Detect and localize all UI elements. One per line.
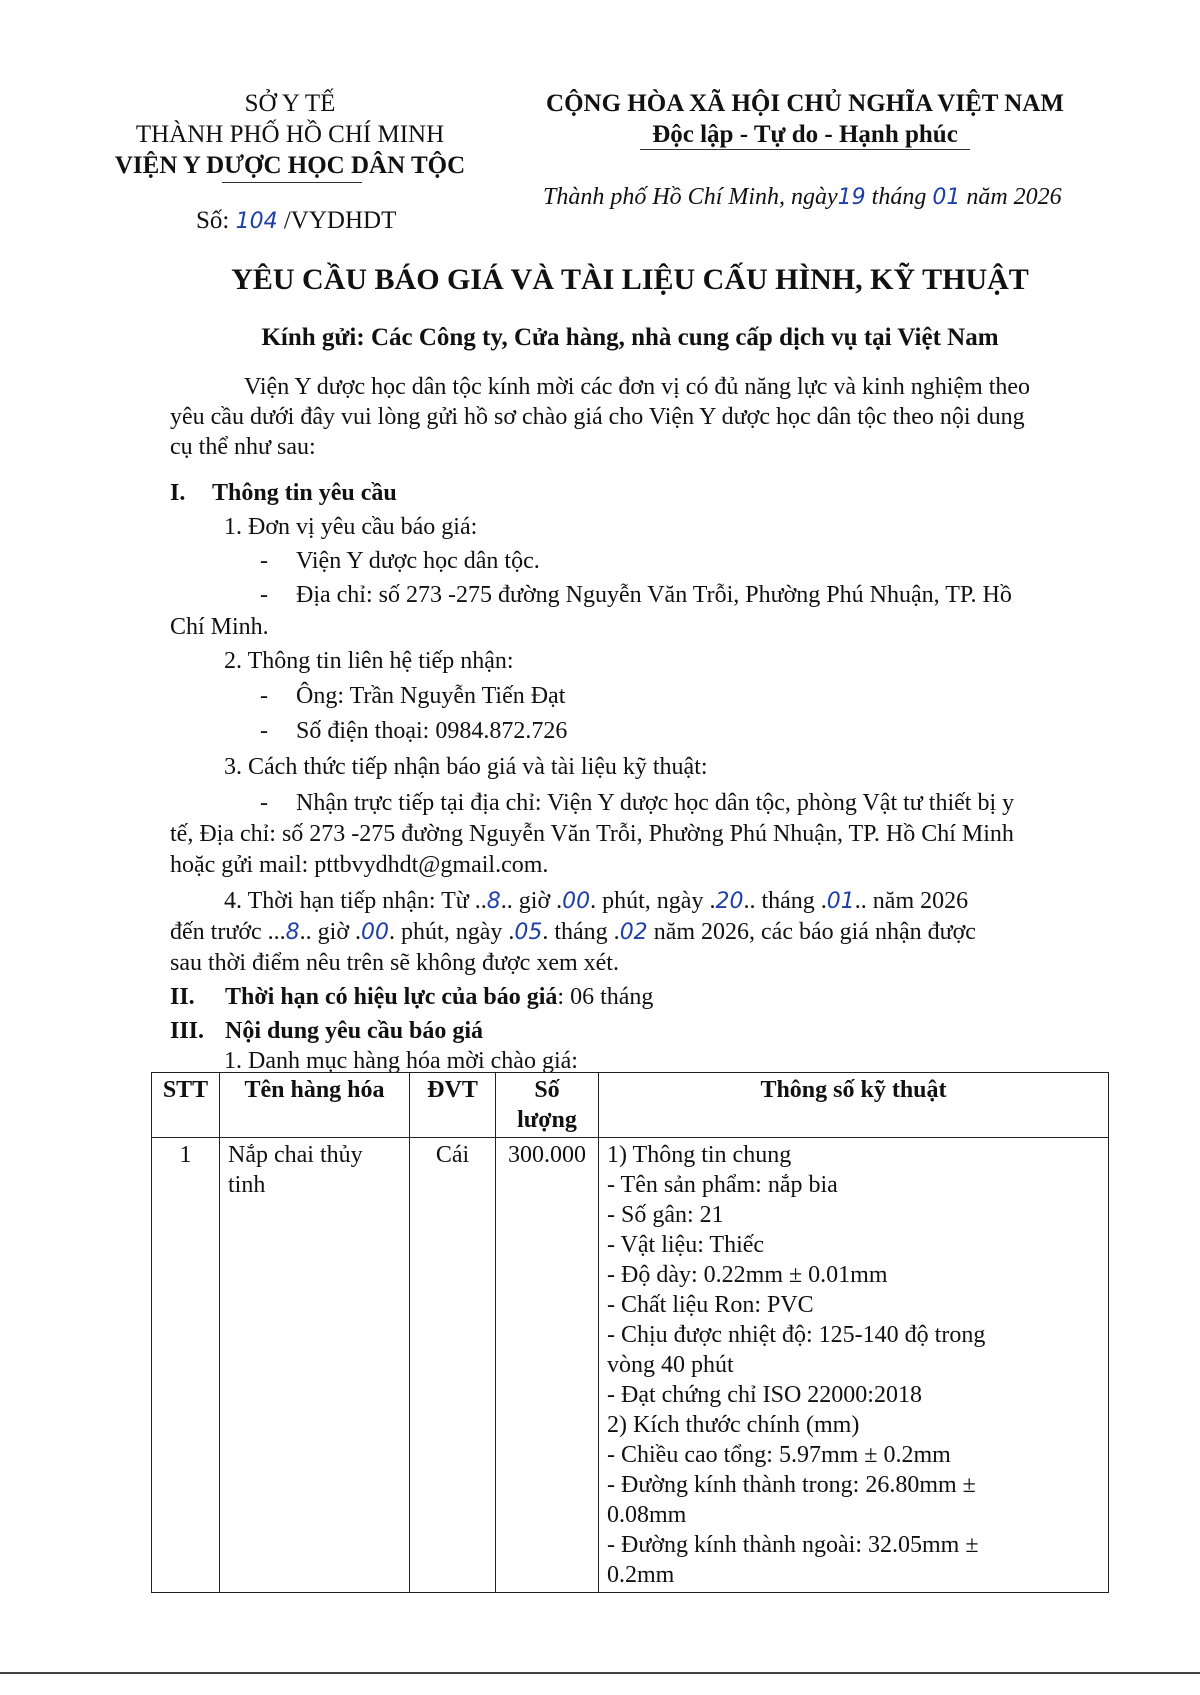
receive-end-day: 05 (514, 920, 543, 945)
section-1-title: Thông tin yêu cầu (212, 480, 397, 506)
item-4-text: .. giờ . (500, 888, 563, 914)
section-2-value: : 06 tháng (557, 984, 654, 1010)
contact-phone: Số điện thoại: 0984.872.726 (296, 718, 568, 744)
spec-line: - Đường kính thành trong: 26.80mm ± (607, 1472, 976, 1498)
header-left-underline (222, 182, 362, 183)
spec-line: - Chất liệu Ron: PVC (607, 1292, 814, 1318)
item-1-bullet-1: Viện Y dược học dân tộc. (296, 548, 540, 574)
receive-start-day: 20 (715, 889, 744, 914)
receive-start-hour: 8 (486, 889, 501, 914)
institute-name: VIỆN Y DƯỢC HỌC DÂN TỘC (114, 152, 466, 179)
spec-line: 0.08mm (607, 1502, 687, 1528)
item-1-bullet-2: Địa chỉ: số 273 -275 đường Nguyễn Văn Trỗi, Phường Phú Nhuận, TP. Hồ (296, 582, 1012, 608)
dash-marker: - (260, 718, 268, 744)
document-title: YÊU CẦU BÁO GIÁ VÀ TÀI LIỆU CẤU HÌNH, KỸ THUẬT (231, 263, 1029, 296)
dash-marker: - (260, 548, 268, 574)
spec-line: - Đường kính thành ngoài: 32.05mm ± (607, 1532, 979, 1558)
dash-marker: - (260, 582, 268, 608)
item-4-text: .. giờ . (299, 919, 362, 945)
item-4-line-1 (224, 886, 968, 917)
item-4-text: .. năm 2026 (854, 888, 969, 914)
motto-line: Độc lập - Tự do - Hạnh phúc (652, 121, 958, 148)
section-3-number: III. (170, 1018, 205, 1044)
spec-line: - Số gân: 21 (607, 1202, 724, 1228)
nation-line: CỘNG HÒA XÃ HỘI CHỦ NGHĨA VIỆT NAM (546, 90, 1064, 117)
spec-line: 1) Thông tin chung (607, 1142, 792, 1168)
cell-unit: Cái (410, 1138, 496, 1593)
date-month-label: tháng (871, 184, 927, 210)
item-3-bullet-1-cont-1: tế, Địa chỉ: số 273 -275 đường Nguyễn Văn Trỗi, Phường Phú Nhuận, TP. Hồ Chí Minh (170, 821, 1014, 847)
item-1-bullet-2-cont: Chí Minh. (170, 614, 269, 640)
cell-stt: 1 (152, 1138, 220, 1593)
item-4-text: . phút, ngày . (590, 888, 716, 914)
receive-end-month: 02 (619, 920, 648, 945)
section-3-item-1: 1. Danh mục hàng hóa mời chào giá: (224, 1048, 578, 1074)
cell-quantity: 300.000 (496, 1138, 599, 1593)
section-2-line (225, 982, 653, 1012)
spec-line: - Đạt chứng chỉ ISO 22000:2018 (607, 1382, 922, 1408)
section-2-number: II. (170, 984, 195, 1010)
cell-name: Nắp chai thủy tinh (220, 1138, 410, 1593)
date-year: năm 2026 (966, 184, 1062, 210)
item-3-bullet-1: Nhận trực tiếp tại địa chỉ: Viện Y dược học dân tộc, phòng Vật tư thiết bị y (296, 790, 1015, 816)
document-number (196, 205, 396, 237)
intro-line-3: cụ thể như sau: (170, 434, 316, 460)
table-header-row (152, 1073, 1109, 1138)
spec-line: - Tên sản phẩm: nắp bia (607, 1172, 838, 1198)
spec-line: 2) Kích thước chính (mm) (607, 1412, 860, 1438)
header-right-underline (640, 149, 970, 150)
header-unit: ĐVT (410, 1073, 496, 1138)
date-day-handwritten: 19 (837, 185, 866, 210)
ministry-line: SỞ Y TẾ (244, 90, 336, 117)
number-handwritten: 104 (235, 209, 278, 234)
receive-start-month: 01 (826, 889, 855, 914)
date-month-handwritten: 01 (932, 185, 961, 210)
header-right (520, 88, 1090, 150)
receive-end-hour: 8 (285, 920, 300, 945)
item-4-text: năm 2026, các báo giá nhận được (647, 919, 976, 945)
item-4-text: đến trước ... (170, 919, 286, 945)
number-prefix: Số: (196, 207, 230, 234)
receive-start-minute: 00 (562, 889, 591, 914)
cell-spec (599, 1138, 1109, 1593)
spec-line: - Vật liệu: Thiếc (607, 1232, 765, 1258)
table-row (152, 1138, 1109, 1593)
header-quantity: Số lượng (496, 1073, 599, 1138)
number-suffix: /VYDHDT (283, 207, 397, 234)
contact-person: Ông: Trần Nguyễn Tiến Đạt (296, 683, 566, 709)
spec-line: vòng 40 phút (607, 1352, 734, 1378)
intro-line-2: yêu cầu dưới đây vui lòng gửi hồ sơ chào giá cho Viện Y dược học dân tộc theo nội dung (170, 404, 1025, 430)
dash-marker: - (260, 790, 268, 816)
item-3-bullet-1-cont-2: hoặc gửi mail: pttbvydhdt@gmail.com. (170, 852, 549, 878)
spec-line: 0.2mm (607, 1562, 675, 1588)
header-spec: Thông số kỹ thuật (599, 1073, 1109, 1138)
spec-line: - Độ dày: 0.22mm ± 0.01mm (607, 1262, 888, 1288)
item-4-text: 4. Thời hạn tiếp nhận: Từ .. (224, 888, 487, 914)
spec-line: - Chịu được nhiệt độ: 125-140 độ trong (607, 1322, 986, 1348)
dash-marker: - (260, 683, 268, 709)
city-line: THÀNH PHỐ HỒ CHÍ MINH (135, 121, 445, 148)
item-4-line-2 (170, 917, 976, 948)
item-2-heading: 2. Thông tin liên hệ tiếp nhận: (224, 648, 514, 674)
spec-line: - Chiều cao tổng: 5.97mm ± 0.2mm (607, 1442, 951, 1468)
section-3-title: Nội dung yêu cầu báo giá (225, 1018, 484, 1044)
item-3-heading: 3. Cách thức tiếp nhận báo giá và tài liệu kỹ thuật: (224, 754, 708, 780)
document-date (543, 182, 1062, 213)
section-2-title: Thời hạn có hiệu lực của báo giá (225, 984, 558, 1010)
item-4-line-3: sau thời điểm nêu trên sẽ không được xem xét. (170, 950, 619, 976)
item-4-text: .. tháng . (743, 888, 827, 914)
header-left (105, 88, 475, 181)
page-bottom-line (0, 1672, 1200, 1674)
date-prefix: Thành phố Hồ Chí Minh, ngày (543, 184, 838, 210)
goods-table (151, 1072, 1109, 1593)
item-1-heading: 1. Đơn vị yêu cầu báo giá: (224, 514, 478, 540)
recipient-line: Kính gửi: Các Công ty, Cửa hàng, nhà cung cấp dịch vụ tại Việt Nam (261, 324, 999, 351)
intro-line-1: Viện Y dược học dân tộc kính mời các đơn vị có đủ năng lực và kinh nghiệm theo (244, 374, 1031, 400)
section-1-number: I. (170, 480, 186, 506)
item-4-text: . tháng . (542, 919, 620, 945)
item-4-text: . phút, ngày . (389, 919, 515, 945)
receive-end-minute: 00 (361, 920, 390, 945)
header-name: Tên hàng hóa (220, 1073, 410, 1138)
header-stt: STT (152, 1073, 220, 1138)
